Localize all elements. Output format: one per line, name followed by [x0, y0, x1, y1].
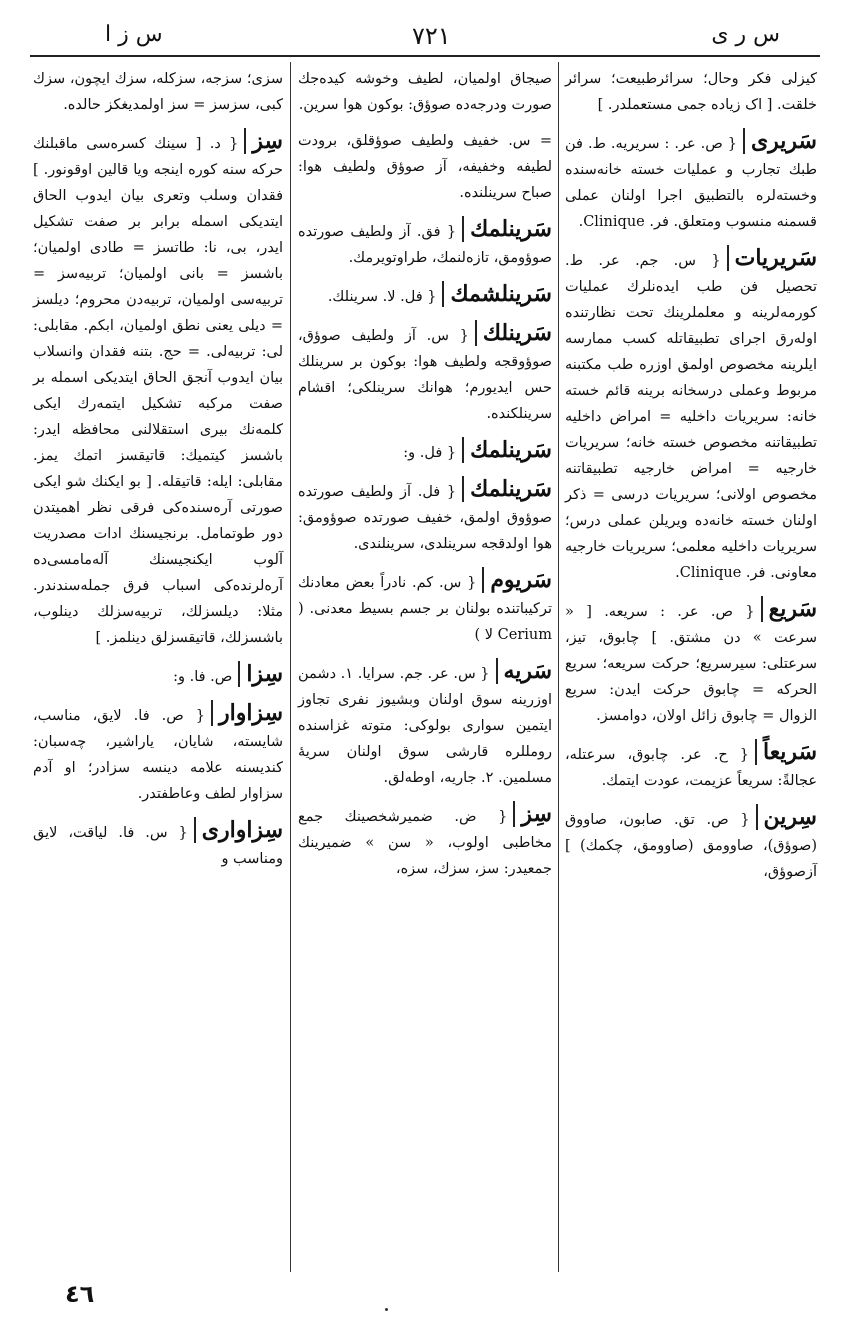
dictionary-column-left: [33, 66, 283, 882]
dictionary-column-right: [565, 66, 817, 895]
dictionary-entry: [565, 66, 817, 118]
entry-headword: سِزاواری: [194, 817, 283, 843]
entry-definition: { س. کم. نادراً بعض معادنك ترکیباتنده بولنان بر جسم بسیط معدنی. ( Cerium لا ): [298, 575, 552, 643]
dictionary-entry: [298, 66, 552, 118]
entry-definition: صیجاق اولمیان، لطیف وخوشه کیده‌جك صورت ودرجه‌ده صوؤق: بوکون هوا سرین.: [298, 71, 552, 113]
entry-headword: سَریری: [743, 128, 817, 154]
dictionary-entry: [298, 437, 552, 466]
dictionary-entry: [298, 476, 552, 557]
dictionary-entry: [298, 281, 552, 310]
entry-definition: کیزلی فکر وحال؛ سرائرطبیعت؛ سرائر خلقت. [ اک زیاده جمی مستعملدر. ]: [565, 71, 817, 113]
header-left-letters: س ز ا: [105, 22, 163, 47]
entry-headword: سَرینلشمك: [442, 281, 552, 307]
entry-definition: { ص. عر. : سریریه. ط. فن طبك تجارب و عملیات خسته خانه‌سنده وخسته‌لره بالتطبیق اجرا اولنان عملی قسمنه منسوب ومتعلق. فر. Clinique.: [565, 136, 817, 230]
page-header: [30, 22, 820, 54]
header-right-letters: س ر ی: [711, 22, 780, 47]
dictionary-entry: [298, 801, 552, 882]
dictionary-entry: [565, 596, 817, 729]
column-divider-left: [290, 62, 291, 1272]
entry-definition: { ص. تق. صابون، صاووق (صوؤق)، صاوومق (صاوومق، چکمك) ] آزصوؤق،: [565, 812, 817, 880]
dictionary-entry: [33, 661, 283, 690]
entry-definition: { س. فا. لیاقت، لایق ومناسب و: [33, 825, 283, 867]
entry-headword: سِزاوار: [211, 700, 283, 726]
entry-headword: سَرینلمك: [462, 437, 552, 463]
dictionary-entry: [33, 700, 283, 807]
entry-definition: { ص. فا. لایق، مناسب، شایسته، شایان، یاراشیر، چه‌سبان: کندیسنه علامه دینسه سزادر؛ او آدم سزاوار لطف وعاطفتدر.: [33, 708, 283, 802]
entry-headword: سِز: [513, 801, 552, 827]
entry-definition: { د. [ سینك کسره‌سی ماقبلنك حرکه سنه کوره اینجه ویا قالین اوقونور. ] فقدان وسلب وتعری بیان ایدوب الحاق ایتدیکی اسمله برابر بر صفت تشکیل ایدر، بی، نا: طاتسز = طادی اولمیان؛ باشسز = بانی اولمیان؛ تربیه‌سز = تربیه‌سی اولمیان، تربیه‌دن محروم؛ دیلسز = دیلی یعنی نطق اولمیان، ابکم. مقابلی: لی: تربیه‌لی. = حج. بتنه فقدان وانسلاب بیان ایدوب آنجق الحاق ایتدیکی اسمله بر صفت مرکبه تشکیل ایتمه‌رك ایکی کلمه‌نك بیری استقلالنی محافظه ایدر: باشسز کیتمیك: قاتیقسز اتمك یمز. مقابلی: ایله: قاتیقله. [ بو ایکنك شو ایکی صورتی آره‌سنده‌کی فرقی نظر اهمیتدن دور طوتمامل. برنجیسنك ادات مصدریت آلوب ایکنجیسنك آله‌مامسی‌ده آره‌لرنده‌کی اسباب فرق جمله‌سندندر. مثلا: دیلسزلك، تربیه‌سزلك دینلوب، باشسزلك، قاتیقسزلق دینلمز. ]: [33, 136, 283, 646]
entry-definition: { س. آز ولطیف صوؤق، صوؤوقجه ولطیف هوا: بوکون بر سرینلك حس ایدیورم؛ هوانك سرینلکی؛ اقشام سرینلکنده.: [298, 328, 552, 422]
entry-headword: سَریریات: [727, 245, 817, 271]
entry-headword: سَرینلمك: [462, 476, 552, 502]
entry-headword: سَریه: [496, 658, 553, 684]
entry-definition: { ض. ضمیرشخصینك جمع مخاطبی اولوب، « سن » ضمیرینك جمعیدر: سز، سزك، سزه،: [298, 809, 552, 877]
dictionary-entry: [565, 245, 817, 586]
entry-definition: ص. فا. و:: [173, 669, 233, 685]
entry-definition: { فل. و:: [403, 445, 457, 461]
entry-headword: سَریع: [761, 596, 817, 622]
page-footer-number: ٤٦: [65, 1280, 95, 1308]
dictionary-entry: [298, 567, 552, 648]
entry-definition: { فل. لا. سرینلك.: [327, 289, 437, 305]
entry-definition: سزی؛ سزجه، سزکله، سزك ایچون، سزك کبی، سزسز = سز اولمدیغکز حالده.: [33, 71, 283, 113]
entry-headword: سَرینلك: [475, 320, 552, 346]
entry-headword: سَریوم: [482, 567, 552, 593]
dictionary-entry: [298, 320, 552, 427]
dictionary-entry: [565, 739, 817, 794]
entry-headword: سَریعاً: [755, 739, 817, 765]
entry-headword: سِرین: [756, 804, 817, 830]
entry-definition: { فل. آز ولطیف صورتده صوؤوق اولمق، خفیف صورتده صوؤومق: هوا اولدقجه سرینلدی، سرینلندی.: [298, 484, 552, 552]
dictionary-entry: [298, 128, 552, 206]
dictionary-entry: [33, 128, 283, 651]
entry-definition: { ص. عر. : سریعه. [ « سرعت » دن مشتق. ] چابوق، تیز، سرعتلی: سیرسریع؛ حرکت سریعه؛ سریع الحرکه = چابوق حرکت ایدن: سریع الزوال = چابوق زائل اولان، دوامسز.: [565, 604, 817, 724]
entry-definition: { فق. آز ولطیف صورتده صوؤومق، تازه‌لنمك، طراوتویرمك.: [298, 224, 552, 266]
header-divider: [30, 55, 820, 57]
dictionary-entry: [298, 216, 552, 271]
entry-definition: { ح. عر. چابوق، سرعتله، عجالةً: سریعاً عزیمت، عودت ایتمك.: [565, 747, 817, 789]
print-speck: [385, 1308, 388, 1311]
entry-headword: سِزا: [238, 661, 283, 687]
entry-definition: = س. خفیف ولطیف صوؤقلق، برودت لطیفه وخفیفه، آز صوؤق ولطیف هوا: صباح سرینلنده.: [298, 133, 552, 201]
dictionary-column-middle: [298, 66, 552, 892]
entry-definition: { س. جم. عر. ط. تحصیل فن طب ایده‌نلرك عملیات کورمه‌لرینه و معلملرینك تحت نظارتنده اوله‌رق اجرای تطبیقاتله کسب ممارسه ایلرینه مخصوص اولمق اوزره طب مکتبنه مربوط وعملی درسخانه برینه قائم خسته خانه: سریریات داخلیه = امراض داخلیه تطبیقاتنه مخصوص خسته خانه؛ سریریات خارجیه = امراض خارجیه تطبیقاتنه مخصوص اولانی؛ سریریات درسی = ذکر اولنان خسته خانه‌ده ویریلن عملی درس؛ سریریات داخلیه معلمی؛ سریریات خارجیه معاونی. فر. Clinique.: [565, 253, 817, 581]
dictionary-entry: [298, 658, 552, 791]
entry-definition: { س. عر. جم. سرایا. ١. دشمن اوزرینه سوق اولنان وبشیوز نفری تجاوز ایتمین سواری بولوکی: متوته غزاسنده رومللره قارشی سوق اولنان سریهٔ مسلمین. ٢. جاریه، اوطه‌لق.: [298, 666, 552, 786]
dictionary-entry: [33, 66, 283, 118]
entry-headword: سَرینلمك: [462, 216, 552, 242]
header-page-number: ٧٢١: [412, 22, 451, 50]
dictionary-entry: [565, 128, 817, 235]
column-divider-right: [558, 62, 559, 1272]
dictionary-entry: [565, 804, 817, 885]
entry-headword: سِز: [244, 128, 283, 154]
dictionary-entry: [33, 817, 283, 872]
